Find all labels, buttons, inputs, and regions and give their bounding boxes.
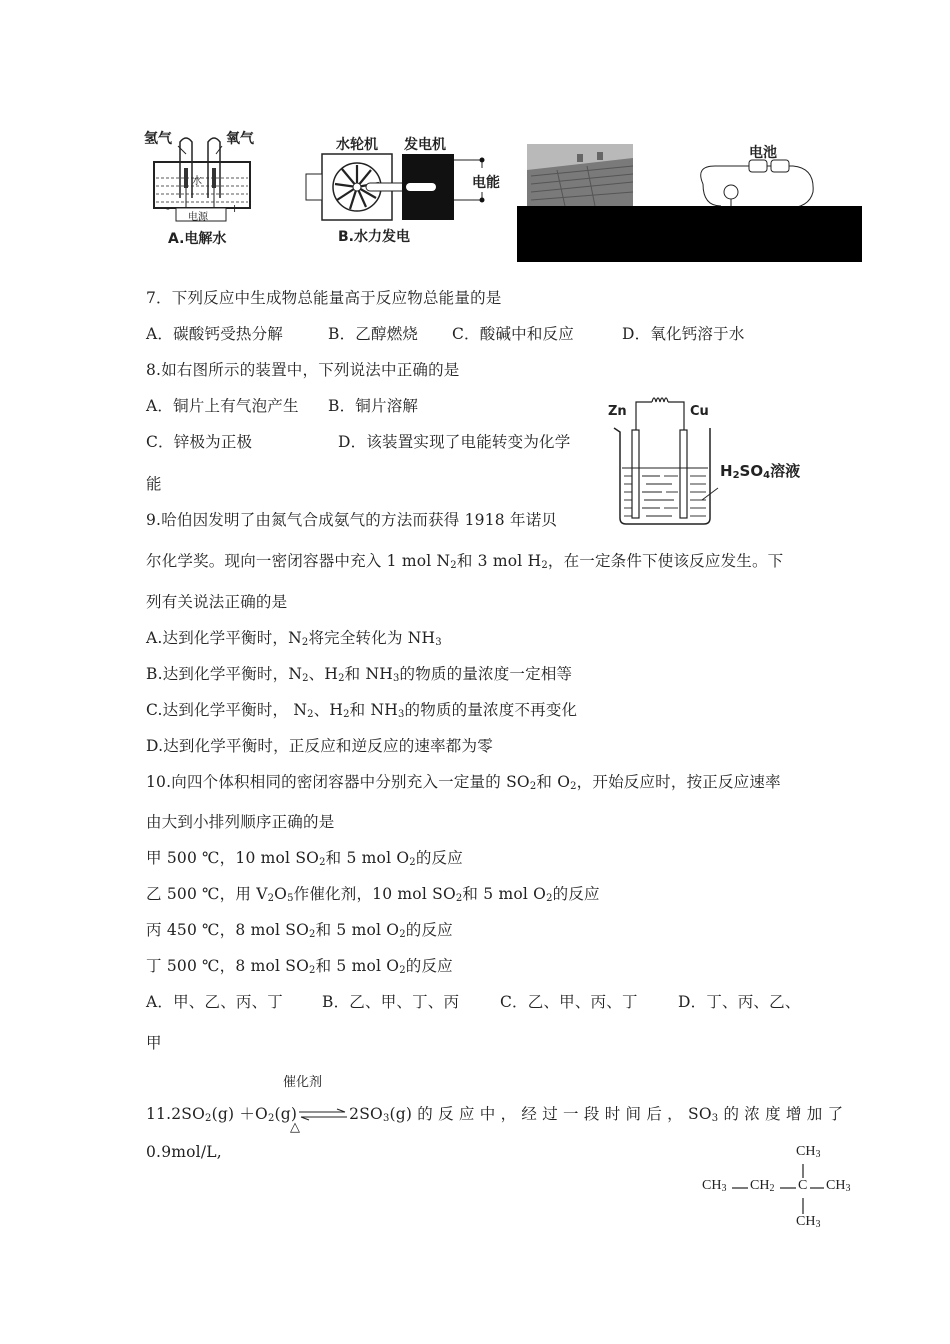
power-label: 电源 (188, 212, 208, 223)
q8-option-b: B．铜片溶解 (328, 397, 419, 415)
sub-2: 2 (205, 1113, 212, 1124)
q10-tail: 甲 (146, 1034, 162, 1052)
figure-solar-battery (517, 140, 862, 262)
q9-opt-b-2: 、H (308, 665, 339, 683)
sub-2: 2 (450, 560, 457, 571)
ch3-left: $CH_3$ (702, 1178, 727, 1194)
q8-tail: 能 (146, 475, 162, 493)
q10-bing (146, 918, 453, 940)
q10-bing-3: 的反应 (405, 921, 453, 939)
q9-line2-c: ，在一定条件下使该反应发生。下 (547, 552, 784, 570)
zn-label: Zn (608, 404, 627, 419)
catalyst-label: 催化剂 (283, 1075, 323, 1090)
electricity-label: 电能 (472, 175, 500, 191)
solar-panel-photo (517, 140, 862, 262)
c-center: C (798, 1178, 808, 1193)
q9-opt-c-1: C.达到化学平衡时， N (146, 701, 308, 719)
q10-yi-1: 乙 500 ℃，用 V (146, 885, 268, 903)
figure-hydropower (304, 132, 504, 250)
q10-option-c: C．乙、甲、丙、丁 (500, 993, 638, 1011)
minus-label: - (166, 202, 170, 215)
q10-ding-2: 和 5 mol O (315, 957, 400, 975)
q7-option-c: C．酸碱中和反应 (452, 325, 574, 343)
beaker-diagram (600, 388, 815, 530)
q11-eq-6: 的 浓 度 增 加 了 (718, 1105, 844, 1123)
sub-2: 2 (455, 893, 463, 904)
q11-eq-1: 11.2SO (146, 1105, 206, 1123)
q7-option-a: A．碳酸钙受热分解 (146, 325, 283, 343)
sub-2: 2 (309, 929, 316, 940)
sub-3: 3 (382, 1113, 390, 1124)
sub-2: 2 (301, 637, 309, 648)
sub-2: 2 (409, 857, 416, 868)
bond-lines (700, 1144, 860, 1238)
sub-2: 2 (267, 1113, 275, 1124)
ch2-mid: $CH_2$ (750, 1178, 775, 1194)
sub-3: 3 (435, 637, 442, 648)
sub-2: 2 (319, 857, 326, 868)
oxygen-label: 氧气 (226, 131, 254, 147)
solution-h: H (720, 462, 733, 480)
q11-line2: 0.9mol/L, (146, 1143, 222, 1161)
q9-option-d: D.达到化学平衡时，正反应和逆反应的速率都为零 (146, 737, 493, 755)
q11-eq-4: 2SO (349, 1105, 383, 1123)
q9-line3: 列有关说法正确的是 (146, 593, 288, 611)
q10-yi (146, 882, 600, 904)
hydrogen-label: 氢气 (144, 131, 172, 147)
sub-2: 2 (267, 893, 275, 904)
q11-equation (146, 1102, 843, 1124)
sub-2: 2 (338, 673, 345, 684)
q10-option-b: B．乙、甲、丁、丙 (322, 993, 460, 1011)
sub-2: 2 (529, 781, 537, 792)
q11-eq-3: (g) (274, 1105, 298, 1123)
structural-formula (700, 1144, 860, 1238)
q9-opt-b-3: 和 NH (344, 665, 393, 683)
q10-ding-3: 的反应 (405, 957, 453, 975)
q7-option-b: B．乙醇燃烧 (328, 325, 419, 343)
q10-jia-1: 甲 500 ℃，10 mol SO (146, 849, 320, 867)
sub-3: 3 (392, 673, 400, 684)
sub-3: 3 (711, 1113, 719, 1124)
q10-option-a: A．甲、乙、丙、丁 (146, 993, 283, 1011)
q9-opt-b-4: 的物质的量浓度一定相等 (399, 665, 573, 683)
q10-l1-b: 和 O (536, 773, 571, 791)
ch3-bottom: $CH_3$ (796, 1214, 821, 1230)
q11-eq-5: (g) 的 反 应 中 ， 经 过 一 段 时 间 后 ， SO (389, 1105, 712, 1123)
q9-opt-c-4: 的物质的量浓度不再变化 (404, 701, 578, 719)
cu-label: Cu (690, 404, 709, 419)
sub-2: 2 (399, 965, 406, 976)
q9-opt-a-1: A.达到化学平衡时，N (146, 629, 302, 647)
sub-2: 2 (302, 673, 309, 684)
q9-line2 (146, 549, 783, 571)
equilibrium-arrow-icon (297, 1108, 349, 1122)
generator-label: 发电机 (404, 137, 446, 153)
q10-option-d: D．丁、丙、乙、 (678, 993, 801, 1011)
battery-label: 电池 (749, 145, 777, 161)
q9-option-b (146, 662, 572, 684)
galvanic-cell-figure (600, 388, 815, 530)
q8-stem: 8.如右图所示的装置中，下列说法中正确的是 (146, 361, 460, 379)
q9-option-a (146, 626, 442, 648)
q7-option-d: D．氧化钙溶于水 (622, 325, 745, 343)
q9-line2-b: 和 3 mol H (456, 552, 542, 570)
q10-line1 (146, 770, 781, 792)
q10-jia-2: 和 5 mol O (325, 849, 410, 867)
q9-opt-a-2: 将完全转化为 NH (308, 629, 436, 647)
q9-opt-c-3: 和 NH (349, 701, 398, 719)
sub-2: 2 (309, 965, 316, 976)
q10-yi-2: O (274, 885, 288, 903)
q10-l1-c: ，开始反应时，按正反应速率 (576, 773, 781, 791)
q9-opt-b-1: B.达到化学平衡时，N (146, 665, 303, 683)
turbine-label: 水轮机 (336, 137, 378, 153)
q10-yi-5: 的反应 (552, 885, 600, 903)
sub-2: 2 (546, 893, 553, 904)
plus-label: + (230, 202, 240, 215)
q10-yi-4: 和 5 mol O (462, 885, 547, 903)
sub-3: 3 (397, 709, 405, 720)
sub-2: 2 (343, 709, 350, 720)
solution-text: 溶液 (770, 462, 801, 480)
heat-symbol: △ (290, 1120, 300, 1135)
q10-bing-1: 丙 450 ℃，8 mol SO (146, 921, 310, 939)
q9-line1: 9.哈伯因发明了由氮气合成氨气的方法而获得 1918 年诺贝 (146, 511, 558, 529)
q10-jia-3: 的反应 (415, 849, 463, 867)
q10-ding-1: 丁 500 ℃，8 mol SO (146, 957, 310, 975)
sub-2: 2 (307, 709, 314, 720)
q8-option-d: D．该装置实现了电能转变为化学 (338, 433, 571, 451)
q9-option-c (146, 698, 577, 720)
q7-stem: 7．下列反应中生成物总能量高于反应物总能量的是 (146, 289, 502, 307)
q10-bing-2: 和 5 mol O (315, 921, 400, 939)
q8-option-a: A．铜片上有气泡产生 (146, 397, 299, 415)
figure-electrolysis (140, 128, 270, 248)
q9-line2-a: 尔化学奖。现向一密闭容器中充入 1 mol N (146, 552, 451, 570)
figure-b-caption: B.水力发电 (338, 229, 410, 245)
q10-line2: 由大到小排列顺序正确的是 (146, 813, 335, 831)
q10-jia (146, 846, 463, 868)
q8-option-c: C．锌极为正极 (146, 433, 253, 451)
q10-yi-3: 作催化剂，10 mol SO (293, 885, 456, 903)
solution-label (720, 460, 800, 481)
water-label: 水 (192, 176, 202, 187)
q10-ding (146, 954, 453, 976)
ch3-right: $CH_3$ (826, 1178, 851, 1194)
sub-5: 5 (287, 893, 294, 904)
sub-2: 2 (399, 929, 406, 940)
solution-sub2: 4 (763, 470, 771, 481)
q9-opt-c-2: 、H (313, 701, 344, 719)
solution-so: SO (739, 462, 764, 480)
sub-2: 2 (541, 560, 548, 571)
q10-l1-a: 10.向四个体积相同的密闭容器中分别充入一定量的 SO (146, 773, 530, 791)
q11-eq-2: (g) ＋O (211, 1105, 268, 1123)
solution-sub1: 2 (732, 470, 740, 481)
figure-a-caption: A.电解水 (168, 231, 227, 247)
hydropower-diagram (304, 132, 504, 232)
sub-2: 2 (570, 781, 577, 792)
ch3-top: $CH_3$ (796, 1144, 821, 1160)
